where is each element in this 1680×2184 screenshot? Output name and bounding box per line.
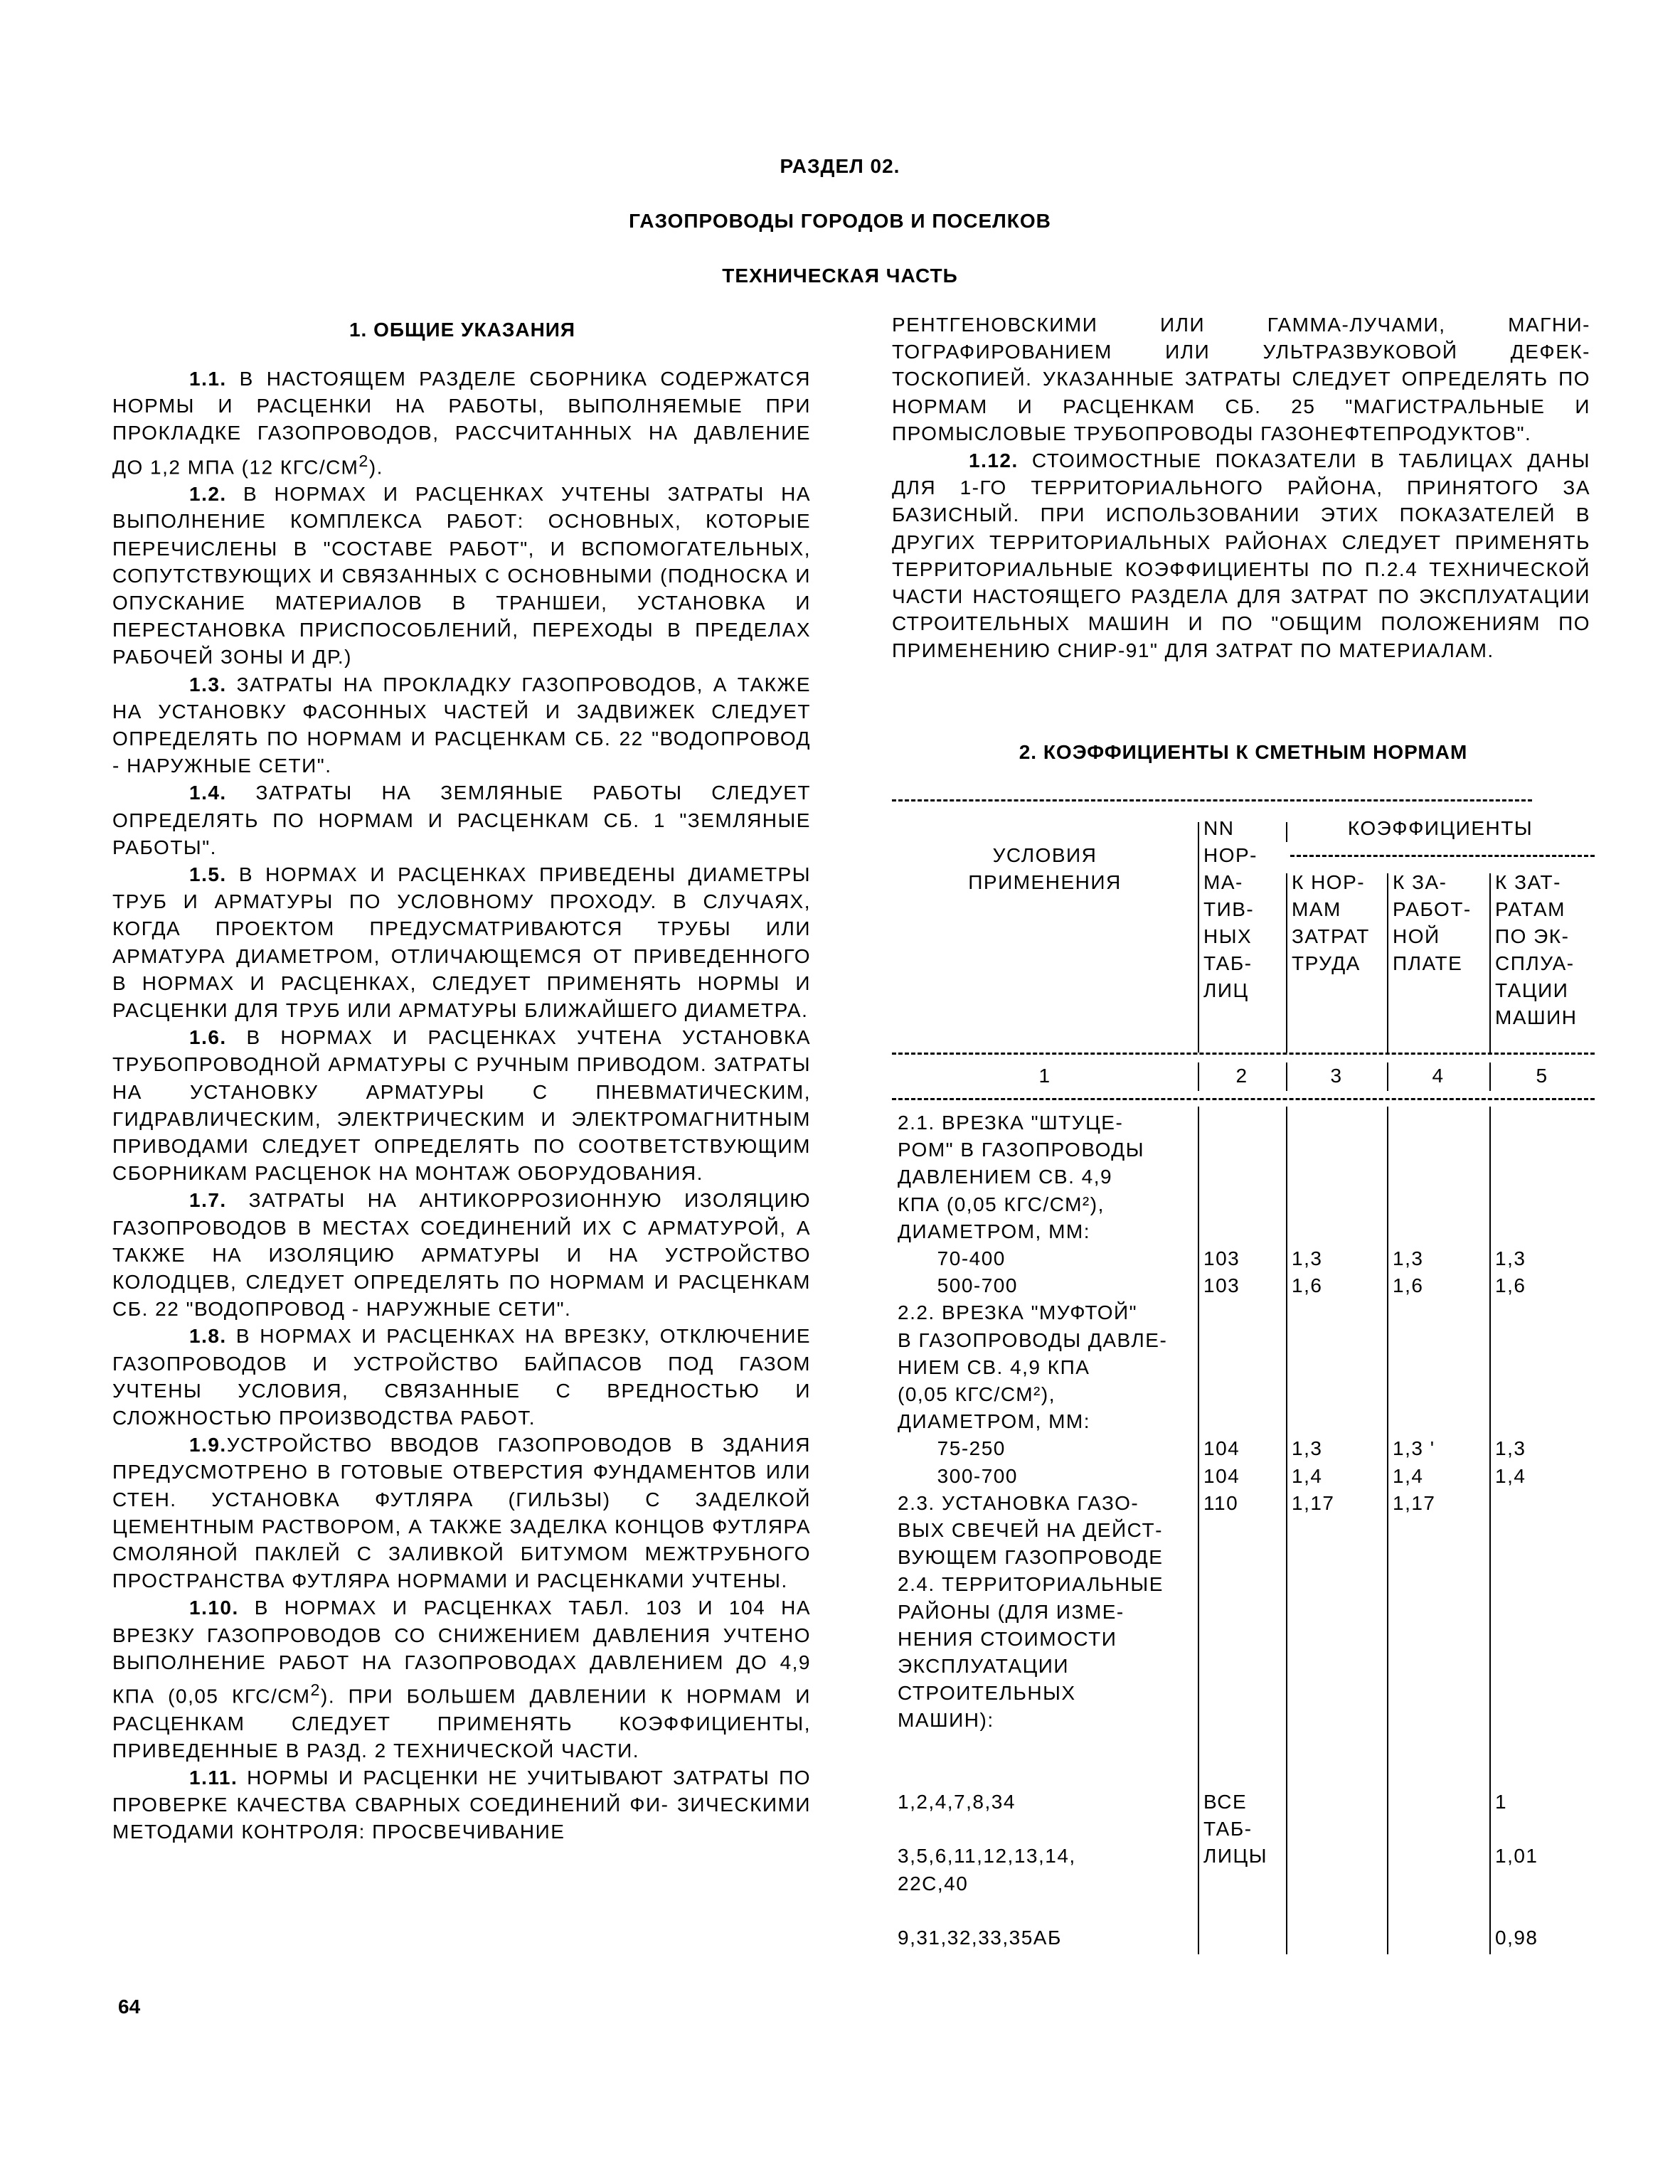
- paragraph-1-4: 1.4. ЗАТРАТЫ НА ЗЕМЛЯНЫЕ РАБОТЫ СЛЕДУЕТ ОПРЕДЕЛЯТЬ ПО НОРМАМ И РАСЦЕНКАМ СБ. 1 "ЗЕМЛЯНЫЕ РАБОТЫ".: [112, 782, 811, 858]
- table-vline: [1286, 1107, 1287, 1954]
- table-cell-c1: ВЫХ СВЕЧЕЙ НА ДЕЙСТ-: [898, 1519, 1163, 1541]
- head-c5-5: ТАЦИИ: [1495, 979, 1569, 1001]
- table-cell-c1: ЭКСПЛУАТАЦИИ: [898, 1655, 1070, 1677]
- colnum-4: 4: [1432, 1065, 1445, 1087]
- table-cell-c2: ВСЕ: [1203, 1791, 1248, 1813]
- head-c4-4: ПЛАТЕ: [1393, 952, 1463, 974]
- table-cell-c1: 500-700: [898, 1274, 1018, 1297]
- head-nn-5: НЫХ: [1203, 925, 1253, 947]
- table-cell-c1: 2.4. ТЕРРИТОРИАЛЬНЫЕ: [898, 1573, 1164, 1596]
- head-c3-2: МАМ: [1292, 898, 1341, 920]
- table-cell-c1: 1,2,4,7,8,34: [898, 1791, 1016, 1813]
- table-cell-c2: 103: [1203, 1274, 1240, 1297]
- table-cell-c1: ДИАМЕТРОМ, ММ:: [898, 1220, 1091, 1242]
- paragraph-1-2: 1.2. В НОРМАХ И РАСЦЕНКАХ УЧТЕНЫ ЗАТРАТЫ НА ВЫПОЛНЕНИЕ КОМПЛЕКСА РАБОТ: ОСНОВНЫХ, КОТОРЫЕ ПЕРЕЧИСЛЕНЫ В "СОСТАВЕ РАБОТ", И ВСПОМОГАТЕЛЬНЫХ, СОПУТСТВУЮЩИХ И СВЯЗАННЫХ С ОСНОВНЫМИ (ПОДНОСКА И ОПУСКАНИЕ МАТЕРИАЛОВ В ТРАНШЕИ, УСТАНОВКА И ПЕРЕСТАНОВКА ПРИСПОСОБЛЕНИЙ, ПЕРЕХОДЫ В ПРЕДЕЛАХ РАБОЧЕЙ ЗОНЫ И ДР.): [112, 483, 811, 668]
- head-coefficients: КОЭФФИЦИЕНТЫ: [1347, 817, 1533, 839]
- table-cell-c1: СТРОИТЕЛЬНЫХ: [898, 1682, 1076, 1705]
- table-cell-c5: 1,6: [1495, 1274, 1526, 1297]
- table-cell-c5: 1,01: [1495, 1845, 1538, 1868]
- head-c5-6: МАШИН: [1495, 1006, 1578, 1028]
- table-cell-c4: 1,3: [1393, 1247, 1424, 1269]
- table-cell-c1: 2.1. ВРЕЗКА "ШТУЦЕ-: [898, 1112, 1124, 1134]
- table-cell-c2: 104: [1203, 1437, 1240, 1460]
- table-cell-c1: 2.3. УСТАНОВКА ГАЗО-: [898, 1491, 1139, 1514]
- head-c4-1: К ЗА-: [1393, 871, 1447, 893]
- table-rule-sub: [1290, 855, 1595, 857]
- table-cell-c4: 1,17: [1393, 1491, 1436, 1514]
- paragraph-1-8: 1.8. В НОРМАХ И РАСЦЕНКАХ НА ВРЕЗКУ, ОТКЛЮЧЕНИЕ ГАЗОПРОВОДОВ И УСТРОЙСТВО БАЙПАСОВ ПОД ГАЗОМ УЧТЕНЫ УСЛОВИЯ, СВЯЗАННЫЕ С ВРЕДНОСТЬЮ И СЛОЖНОСТЬЮ ПРОИЗВОДСТВА РАБОТ.: [112, 1325, 811, 1429]
- paragraph-1-6: 1.6. В НОРМАХ И РАСЦЕНКАХ УЧТЕНА УСТАНОВКА ТРУБОПРОВОДНОЙ АРМАТУРЫ С РУЧНЫМ ПРИВОДОМ. ЗАТРАТЫ НА УСТАНОВКУ АРМАТУРЫ С ПНЕВМАТИЧЕСКИМ, ГИДРАВЛИЧЕСКИМ, ЭЛЕКТРИЧЕСКИМ И ЭЛЕКТРОМАГНИТНЫМ ПРИВОДАМИ СЛЕДУЕТ ОПРЕДЕЛЯТЬ ПО СООТВЕТСТВУЮЩИМ СБОРНИКАМ РАСЦЕНОК НА МОНТАЖ ОБОРУДОВАНИЯ.: [112, 1026, 811, 1185]
- paragraph-1-10: 1.10. В НОРМАХ И РАСЦЕНКАХ ТАБЛ. 103 И 104 НА ВРЕЗКУ ГАЗОПРОВОДОВ СО СНИЖЕНИЕМ ДАВЛЕНИЯ УЧТЕНО ВЫПОЛНЕНИЕ РАБОТ НА ГАЗОПРОВОДАХ ДАВЛЕНИЕМ ДО 4,9 КПА (0,05 КГС/$СМ^2$). ПРИ БОЛЬШЕМ ДАВЛЕНИИ К НОРМАМ И РАСЦЕНКАМ СЛЕДУЕТ ПРИМЕНЯТЬ КОЭФФИЦИЕНТЫ, ПРИВЕДЕННЫЕ В РАЗД. 2 ТЕХНИЧЕСКОЙ ЧАСТИ.: [112, 1597, 811, 1762]
- table-cell-c1: ВУЮЩЕМ ГАЗОПРОВОДЕ: [898, 1546, 1164, 1569]
- table-cell-c1: (0,05 КГС/СМ²),: [898, 1383, 1056, 1405]
- paragraph-1-1: 1.1. В НАСТОЯЩЕМ РАЗДЕЛЕ СБОРНИКА СОДЕРЖАТСЯ НОРМЫ И РАСЦЕНКИ НА РАБОТЫ, ВЫПОЛНЯЕМЫЕ ПРИ ПРОКЛАДКЕ ГАЗОПРОВОДОВ, РАССЧИТАННЫХ НА ДАВЛЕНИЕ ДО 1,2 МПА (12 КГС/$СМ^2$).: [112, 368, 811, 478]
- table-vline: [1198, 1107, 1199, 1954]
- table-cell-c2: 103: [1203, 1247, 1240, 1269]
- table-cell-c1: 9,31,32,33,35АБ: [898, 1927, 1062, 1949]
- table-cell-c1: 300-700: [898, 1464, 1018, 1487]
- table-cell-c3: 1,6: [1292, 1274, 1323, 1297]
- table-cell-c1: МАШИН):: [898, 1709, 994, 1732]
- table-rule-colnums: [892, 1098, 1595, 1100]
- table-cell-c1: РАЙОНЫ (ДЛЯ ИЗМЕ-: [898, 1600, 1125, 1623]
- section-number: РАЗДЕЛ 02.: [780, 155, 900, 177]
- head-c5-2: РАТАМ: [1495, 898, 1565, 920]
- table-cell-c5: 0,98: [1495, 1927, 1538, 1949]
- table-cell-c4: 1,6: [1393, 1274, 1424, 1297]
- table-cell-c1: 70-400: [898, 1247, 1006, 1269]
- head-nn-4: ТИВ-: [1203, 898, 1255, 920]
- table-cell-c1: В ГАЗОПРОВОДЫ ДАВЛЕ-: [898, 1328, 1168, 1351]
- table-vline: [1286, 873, 1287, 1053]
- colnum-1: 1: [1038, 1065, 1051, 1087]
- table-cell-c1: 22С,40: [898, 1872, 969, 1895]
- coefficients-heading: 2. КОЭФФИЦИЕНТЫ К СМЕТНЫМ НОРМАМ: [1019, 741, 1468, 763]
- table-vline: [1489, 1107, 1491, 1954]
- head-nn-2: НОР-: [1203, 844, 1258, 866]
- paragraph-1-11-continued: РЕНТГЕНОВСКИМИ ИЛИ ГАММА-ЛУЧАМИ, МАГНИ- ТОГРАФИРОВАНИЕМ ИЛИ УЛЬТРАЗВУКОВОЙ ДЕФЕК- ТОСКОПИЕЙ. УКАЗАННЫЕ ЗАТРАТЫ СЛЕДУЕТ ОПРЕДЕЛЯТЬ ПО НОРМАМ И РАСЦЕНКАМ СБ. 25 "МАГИСТРАЛЬНЫЕ И ПРОМЫСЛОВЫЕ ТРУБОПРОВОДЫ ГАЗОНЕФТЕПРОДУКТОВ".: [892, 314, 1590, 444]
- paragraph-1-12: 1.12. СТОИМОСТНЫЕ ПОКАЗАТЕЛИ В ТАБЛИЦАХ ДАНЫ ДЛЯ 1-ГО ТЕРРИТОРИАЛЬНОГО РАЙОНА, ПРИНЯТОГО ЗА БАЗИСНЫЙ. ПРИ ИСПОЛЬЗОВАНИИ ЭТИХ ПОКАЗАТЕЛЕЙ В ДРУГИХ ТЕРРИТОРИАЛЬНЫХ РАЙОНАХ СЛЕДУЕТ ПРИМЕНЯТЬ ТЕРРИТОРИАЛЬНЫЕ КОЭФФИЦИЕНТЫ ПО П.2.4 ТЕХНИЧЕСКОЙ ЧАСТИ НАСТОЯЩЕГО РАЗДЕЛА ДЛЯ ЗАТРАТ ПО ЭКСПЛУАТАЦИИ СТРОИТЕЛЬНЫХ МАШИН И ПО "ОБЩИМ ПОЛОЖЕНИЯМ ПО ПРИМЕНЕНИЮ СНИР-91" ДЛЯ ЗАТРАТ ПО МАТЕРИАЛАМ.: [892, 449, 1590, 662]
- paragraph-1-3: 1.3. ЗАТРАТЫ НА ПРОКЛАДКУ ГАЗОПРОВОДОВ, А ТАКЖЕ НА УСТАНОВКУ ФАСОННЫХ ЧАСТЕЙ И ЗАДВИЖЕК СЛЕДУЕТ ОПРЕДЕЛЯТЬ ПО НОРМАМ И РАСЦЕНКАМ СБ. 22 "ВОДОПРОВОД - НАРУЖНЫЕ СЕТИ".: [112, 673, 812, 777]
- table-cell-c2: 104: [1203, 1464, 1240, 1487]
- head-c5-4: СПЛУА-: [1495, 952, 1575, 974]
- colnum-2: 2: [1235, 1065, 1248, 1087]
- table-cell-c1: ДАВЛЕНИЕМ СВ. 4,9: [898, 1166, 1113, 1188]
- table-rule-header: [892, 1053, 1595, 1055]
- paragraph-1-9: 1.9.УСТРОЙСТВО ВВОДОВ ГАЗОПРОВОДОВ В ЗДАНИЯ ПРЕДУСМОТРЕНО В ГОТОВЫЕ ОТВЕРСТИЯ ФУНДАМЕНТОВ ИЛИ СТЕН. УСТАНОВКА ФУТЛЯРА (ГИЛЬЗЫ) С ЗАДЕЛКОЙ ЦЕМЕНТНЫМ РАСТВОРОМ, А ТАКЖЕ ЗАДЕЛКА КОНЦОВ ФУТЛЯРА СМОЛЯНОЙ ПАКЛЕЙ С ЗАЛИВКОЙ БИТУМОМ МЕЖТРУБНОГО ПРОСТРАНСТВА ФУТЛЯРА НОРМАМИ И РАСЦЕНКАМИ УЧТЕНЫ.: [112, 1434, 811, 1592]
- table-cell-c3: 1,4: [1292, 1464, 1323, 1487]
- head-conditions-1: УСЛОВИЯ: [992, 844, 1097, 866]
- paragraph-1-5: 1.5. В НОРМАХ И РАСЦЕНКАХ ПРИВЕДЕНЫ ДИАМЕТРЫ ТРУБ И АРМАТУРЫ ПО УСЛОВНОМУ ПРОХОДУ. В СЛУЧАЯХ, КОГДА ПРОЕКТОМ ПРЕДУСМАТРИВАЮТСЯ ТРУБЫ ИЛИ АРМАТУРА ДИАМЕТРОМ, ОТЛИЧАЮЩЕМСЯ ОТ ПРИВЕДЕННОГО В НОРМАХ И РАСЦЕНКАХ, СЛЕДУЕТ ПРИМЕНЯТЬ НОРМЫ И РАСЦЕНКИ ДЛЯ ТРУБ ИЛИ АРМАТУРЫ БЛИЖАЙШЕГО ДИАМЕТРА.: [112, 863, 812, 1021]
- colnum-5: 5: [1536, 1065, 1548, 1087]
- head-c3-3: ЗАТРАТ: [1292, 925, 1370, 947]
- paragraph-1-11: 1.11. НОРМЫ И РАСЦЕНКИ НЕ УЧИТЫВАЮТ ЗАТРАТЫ ПО ПРОВЕРКЕ КАЧЕСТВА СВАРНЫХ СОЕДИНЕНИЙ ФИ- ЗИЧЕСКИМИ МЕТОДАМИ КОНТРОЛЯ: ПРОСВЕЧИВАНИЕ: [112, 1767, 812, 1843]
- table-cell-c1: РОМ" В ГАЗОПРОВОДЫ: [898, 1139, 1144, 1161]
- left-column: [112, 366, 811, 1846]
- general-heading: 1. ОБЩИЕ УКАЗАНИЯ: [349, 319, 576, 341]
- table-cell-c3: 1,3: [1292, 1437, 1323, 1460]
- head-nn-7: ЛИЦ: [1203, 979, 1249, 1001]
- table-cell-c2: ЛИЦЫ: [1203, 1845, 1267, 1868]
- table-cell-c1: 75-250: [898, 1437, 1006, 1460]
- head-c5-1: К ЗАТ-: [1495, 871, 1561, 893]
- table-cell-c1: НЕНИЯ СТОИМОСТИ: [898, 1627, 1117, 1650]
- table-cell-c5: 1,3: [1495, 1437, 1526, 1460]
- table-cell-c5: 1: [1495, 1791, 1508, 1813]
- head-c3-4: ТРУДА: [1292, 952, 1361, 974]
- table-vline: [1198, 822, 1199, 1053]
- part-title: ТЕХНИЧЕСКАЯ ЧАСТЬ: [722, 265, 958, 287]
- table-cell-c4: 1,4: [1393, 1464, 1424, 1487]
- table-cell-c1: НИЕМ СВ. 4,9 КПА: [898, 1355, 1090, 1378]
- table-vline: [1489, 873, 1491, 1053]
- head-c5-3: ПО ЭК-: [1495, 925, 1570, 947]
- head-nn-3: МА-: [1203, 871, 1243, 893]
- head-c4-2: РАБОТ-: [1393, 898, 1472, 920]
- page-number: 64: [118, 1996, 141, 2018]
- table-cell-c5: 1,3: [1495, 1247, 1526, 1269]
- table-cell-c1: КПА (0,05 КГС/СМ²),: [898, 1193, 1105, 1215]
- table-vline: [1387, 873, 1388, 1053]
- table-cell-c1: 3,5,6,11,12,13,14,: [898, 1845, 1076, 1868]
- paragraph-1-7: 1.7. ЗАТРАТЫ НА АНТИКОРРОЗИОННУЮ ИЗОЛЯЦИЮ ГАЗОПРОВОДОВ В МЕСТАХ СОЕДИНЕНИЙ ИХ С АРМАТУРОЙ, А ТАКЖЕ НА ИЗОЛЯЦИЮ АРМАТУРЫ И НА УСТРОЙСТВО КОЛОДЦЕВ, СЛЕДУЕТ ОПРЕДЕЛЯТЬ ПО НОРМАМ И РАСЦЕНКАМ СБ. 22 "ВОДОПРОВОД - НАРУЖНЫЕ СЕТИ".: [112, 1189, 811, 1321]
- table-cell-c1: ДИАМЕТРОМ, ММ:: [898, 1410, 1091, 1433]
- head-nn-6: ТАБ-: [1203, 952, 1253, 974]
- table-cell-c4: 1,3 ': [1393, 1437, 1435, 1460]
- table-vline: [1387, 1107, 1388, 1954]
- head-c3-1: К НОР-: [1292, 871, 1366, 893]
- table-cell-c3: 1,3: [1292, 1247, 1323, 1269]
- table-cell-c3: 1,17: [1292, 1491, 1335, 1514]
- table-cell-c2: ТАБ-: [1203, 1818, 1253, 1841]
- table-rule-top: [892, 799, 1532, 801]
- right-column: [892, 311, 1590, 665]
- head-c4-3: НОЙ: [1393, 925, 1440, 947]
- table-cell-c5: 1,4: [1495, 1464, 1526, 1487]
- colnum-3: 3: [1330, 1065, 1343, 1087]
- table-cell-c1: 2.2. ВРЕЗКА "МУФТОЙ": [898, 1301, 1138, 1324]
- section-title: ГАЗОПРОВОДЫ ГОРОДОВ И ПОСЕЛКОВ: [629, 210, 1051, 232]
- head-conditions-2: ПРИМЕНЕНИЯ: [968, 871, 1122, 893]
- table-cell-c2: 110: [1203, 1491, 1239, 1514]
- head-nn-1: NN: [1203, 817, 1235, 839]
